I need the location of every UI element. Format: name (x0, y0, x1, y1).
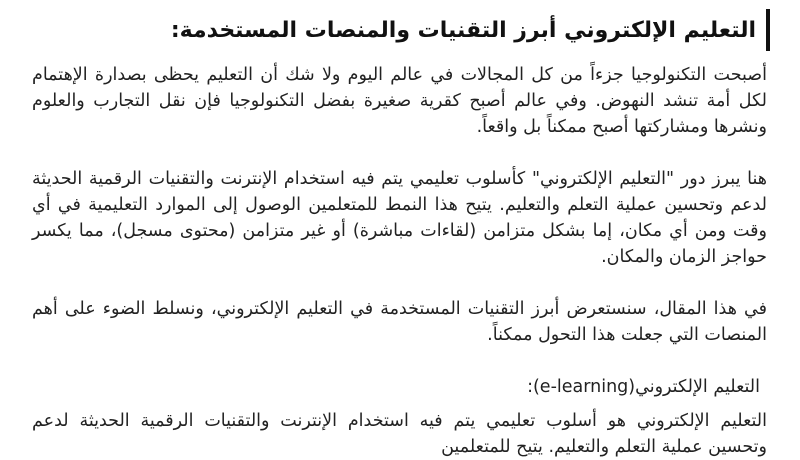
paragraph-intro: أصبحت التكنولوجيا جزءاً من كل المجالات في عالم اليوم ولا شك أن التعليم يحظى بصدارة الإهتمام لكل أمة تنشد النهوض. وفي عالم أصبح كقرية صغيرة بفضل التكنولوجيا فإن نقل التجارب والعلوم ونشرها ومشاركتها أصبح ممكناً بل واقعاً. (32, 65, 767, 137)
paragraph-article-scope: في هذا المقال، سنستعرض أبرز التقنيات المستخدمة في التعليم الإلكتروني، ونسلط الضوء على أهم المنصات التي جعلت هذا التحول ممكناً. (32, 299, 767, 345)
article-heading-row (30, 10, 770, 50)
paragraph-elearning-role: هنا يبرز دور "التعليم الإلكتروني" كأسلوب تعليمي يتم فيه استخدام الإنترنت والتقنيات الرقمية الحديثة لدعم وتحسين عملية التعلم والتعليم. يتيح هذا النمط للمتعلمين الوصول إلى الموارد التعليمية في أي وقت ومن أي مكان، إما بشكل متزامن (لقاءات مباشرة) أو غير متزامن (محتوى مسجل)، مما يكسر حواجز الزمان والمكان. (32, 169, 767, 267)
article-title: التعليم الإلكتروني أبرز التقنيات والمنصات المستخدمة: (170, 17, 756, 43)
section-subheading: التعليم الإلكتروني(e-learning): (527, 377, 760, 397)
paragraph-elearning-definition: التعليم الإلكتروني هو أسلوب تعليمي يتم فيه استخدام الإنترنت والتقنيات الرقمية الحديثة لدعم وتحسين عملية التعلم والتعليم. يتيح للمتعلمين (32, 411, 767, 457)
heading-accent-bar (766, 9, 770, 51)
